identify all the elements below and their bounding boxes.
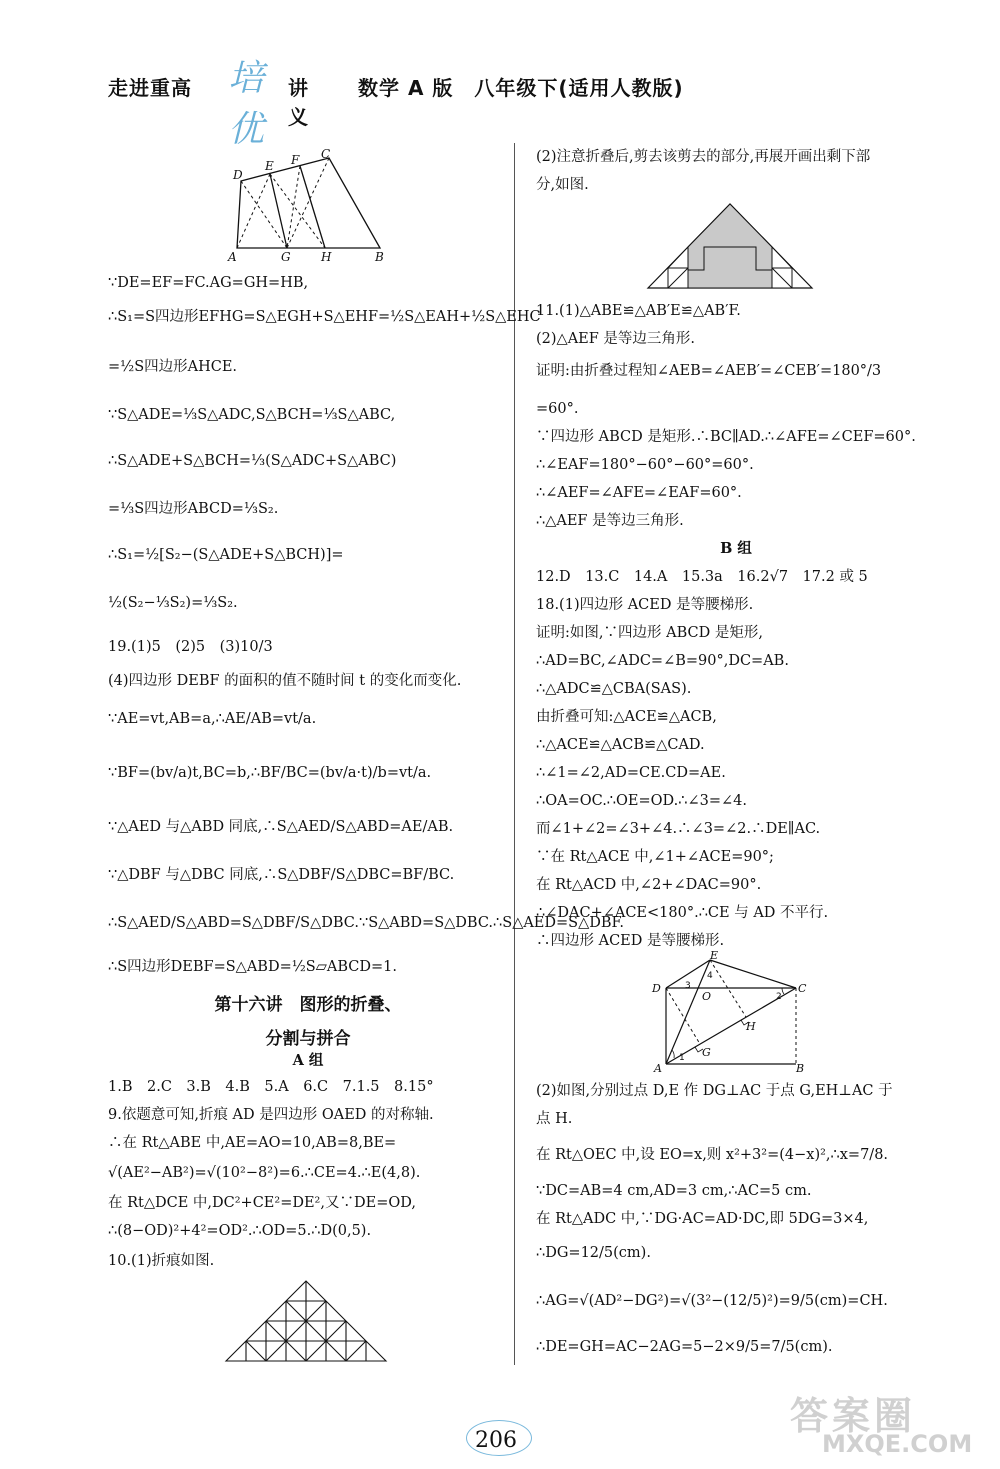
- right2-line-3: ∴AD=BC,∠ADC=∠B=90°,DC=AB.: [536, 653, 789, 669]
- left2-line-3: √(AE²−AB²)=√(10²−8²)=6.∴CE=4.∴E(4,8).: [108, 1165, 421, 1181]
- label-A: A: [228, 250, 237, 264]
- label-E2: E: [710, 950, 719, 962]
- group-b-heading: B 组: [720, 540, 752, 557]
- right2-line-0: 12.D 13.C 14.A 15.3a 16.2√7 17.2 或 5: [536, 569, 868, 585]
- label-B2: B: [796, 1062, 805, 1075]
- left-line-15: ∴S四边形DEBF=S△ABD=½S▱ABCD=1.: [108, 959, 397, 975]
- right-line-2: 11.(1)△ABE≌△AB′E≌△AB′F.: [536, 303, 741, 319]
- right-line-1: 分,如图.: [536, 177, 589, 193]
- right2-line-7: ∴∠1=∠2,AD=CE.CD=AE.: [536, 765, 726, 781]
- label-H: H: [321, 250, 332, 264]
- right2-line-6: ∴△ACE≌△ACB≌△CAD.: [536, 737, 705, 753]
- right2-line-4: ∴△ADC≌△CBA(SAS).: [536, 681, 692, 697]
- label-D: D: [233, 168, 243, 182]
- lecture-title-1: 第十六讲 图形的折叠、: [214, 995, 402, 1015]
- left-line-14: ∴S△AED/S△ABD=S△DBF/S△DBC.∵S△ABD=S△DBC.∴S△AED=S△DBF.: [108, 915, 624, 931]
- left-line-13: ∵△DBF 与△DBC 同底,∴S△DBF/S△DBC=BF/BC.: [108, 867, 455, 883]
- angle-3: 3: [685, 981, 691, 991]
- fold-grid-figure: [222, 1278, 394, 1364]
- series-title: 走进重高: [108, 76, 192, 100]
- right3-line-3: ∵DC=AB=4 cm,AD=3 cm,∴AC=5 cm.: [536, 1183, 812, 1199]
- left2-line-2: ∴在 Rt△ABE 中,AE=AO=10,AB=8,BE=: [108, 1135, 397, 1151]
- left-line-0: ∵DE=EF=FC.AG=GH=HB,: [108, 275, 309, 291]
- left-line-10: ∵AE=vt,AB=a,∴AE/AB=vt/a.: [108, 711, 317, 727]
- left-line-4: ∴S△ADE+S△BCH=⅓(S△ADC+S△ABC): [108, 453, 397, 469]
- left-line-8: 19.(1)5 (2)5 (3)10/3: [108, 639, 273, 655]
- lecture-title-2: 分割与拼合: [265, 1029, 351, 1049]
- rectangle-fold-figure: [650, 950, 830, 1076]
- left-line-3: ∵S△ADE=⅓S△ADC,S△BCH=⅓S△ABC,: [108, 407, 396, 423]
- left-line-2: =½S四边形AHCE.: [108, 359, 238, 375]
- label-C: C: [321, 148, 331, 161]
- left-line-12: ∵△AED 与△ABD 同底,∴S△AED/S△ABD=AE/AB.: [108, 819, 454, 835]
- angle-1: 1: [679, 1053, 685, 1063]
- label-A2: A: [654, 1062, 662, 1075]
- right2-line-12: ∴∠DAC+∠ACE<180°.∴CE 与 AD 不平行.: [536, 905, 829, 921]
- right-line-0: (2)注意折叠后,剪去该剪去的部分,再展开画出剩下部: [536, 149, 871, 165]
- header-jiangyi: 讲义: [288, 76, 309, 129]
- right2-line-10: ∵在 Rt△ACE 中,∠1+∠ACE=90°;: [536, 849, 774, 865]
- right-line-4: 证明:由折叠过程知∠AEB=∠AEB′=∠CEB′=180°/3: [536, 363, 882, 379]
- right2-line-5: 由折叠可知:△ACE≌△ACB,: [536, 709, 717, 725]
- right3-line-6: ∴AG=√(AD²−DG²)=√(3²−(12/5)²)=9/5(cm)=CH.: [536, 1293, 888, 1309]
- left-line-7: ½(S₂−⅓S₂)=⅓S₂.: [108, 595, 238, 611]
- left2-line-4: 在 Rt△DCE 中,DC²+CE²=DE²,又∵DE=OD,: [108, 1195, 416, 1211]
- left-line-5: =⅓S四边形ABCD=⅓S₂.: [108, 501, 279, 517]
- left-line-11: ∵BF=(bv/a)t,BC=b,∴BF/BC=(bv/a·t)/b=vt/a.: [108, 765, 432, 781]
- label-O: O: [702, 990, 712, 1003]
- watermark-url: MXQE.COM: [822, 1430, 973, 1458]
- left2-line-5: ∴(8−OD)²+4²=OD².∴OD=5.∴D(0,5).: [108, 1223, 372, 1239]
- right2-line-11: 在 Rt△ACD 中,∠2+∠DAC=90°.: [536, 877, 762, 893]
- right2-line-2: 证明:如图,∵四边形 ABCD 是矩形,: [536, 625, 763, 641]
- left2-line-0: 1.B 2.C 3.B 4.B 5.A 6.C 7.1.5 8.15°: [108, 1079, 434, 1095]
- page-header: [108, 58, 684, 150]
- label-G2: G: [702, 1046, 711, 1059]
- left2-line-1: 9.依题意可知,折痕 AD 是四边形 OAED 的对称轴.: [108, 1107, 434, 1123]
- right2-line-13: ∴四边形 ACED 是等腰梯形.: [536, 933, 725, 949]
- group-a-heading: A 组: [292, 1052, 324, 1069]
- right-line-3: (2)△AEF 是等边三角形.: [536, 331, 696, 347]
- label-E: E: [265, 159, 274, 173]
- left-line-6: ∴S₁=½[S₂−(S△ADE+S△BCH)]=: [108, 547, 344, 563]
- right-line-7: ∴∠EAF=180°−60°−60°=60°.: [536, 457, 754, 473]
- right3-line-0: (2)如图,分别过点 D,E 作 DG⊥AC 于点 G,EH⊥AC 于: [536, 1083, 893, 1099]
- right3-line-5: ∴DG=12/5(cm).: [536, 1245, 651, 1261]
- label-G: G: [281, 250, 291, 264]
- watermark: 答案圈: [790, 1394, 917, 1438]
- right3-line-7: ∴DE=GH=AC−2AG=5−2×9/5=7/5(cm).: [536, 1339, 833, 1355]
- label-H2: H: [746, 1020, 756, 1033]
- right-line-9: ∴△AEF 是等边三角形.: [536, 513, 684, 529]
- header-subtitle: 数学 A 版 八年级下(适用人教版): [358, 76, 684, 100]
- label-D2: D: [652, 982, 661, 995]
- label-C2: C: [798, 982, 807, 995]
- right2-line-1: 18.(1)四边形 ACED 是等腰梯形.: [536, 597, 754, 613]
- right2-line-8: ∴OA=OC.∴OE=OD.∴∠3=∠4.: [536, 793, 747, 809]
- right-line-6: ∵四边形 ABCD 是矩形.∴BC∥AD.∴∠AFE=∠CEF=60°.: [536, 429, 916, 445]
- right2-line-9: 而∠1+∠2=∠3+∠4.∴∠3=∠2.∴DE∥AC.: [536, 821, 821, 837]
- right3-line-2: 在 Rt△OEC 中,设 EO=x,则 x²+3²=(4−x)²,∴x=7/8.: [536, 1147, 889, 1163]
- right3-line-4: 在 Rt△ADC 中,∵DG·AC=AD·DC,即 5DG=3×4,: [536, 1211, 869, 1227]
- left-line-9: (4)四边形 DEBF 的面积的值不随时间 t 的变化而变化.: [108, 673, 462, 689]
- right-line-8: ∴∠AEF=∠AFE=∠EAF=60°.: [536, 485, 742, 501]
- left-line-1: ∴S₁=S四边形EFHG=S△EGH+S△EHF=½S△EAH+½S△EHC: [108, 309, 541, 325]
- label-F: F: [291, 153, 300, 167]
- cut-triangle-figure: [644, 200, 816, 292]
- right-line-5: =60°.: [536, 401, 579, 417]
- left2-line-6: 10.(1)折痕如图.: [108, 1253, 215, 1269]
- trapezoid-figure: [225, 148, 395, 266]
- angle-4: 4: [707, 971, 713, 981]
- angle-2: 2: [776, 992, 782, 1002]
- label-B: B: [375, 250, 384, 264]
- page-number: 206: [475, 1428, 517, 1453]
- column-divider: [514, 143, 515, 1365]
- logo: 培优: [228, 58, 266, 150]
- right3-line-1: 点 H.: [536, 1111, 573, 1127]
